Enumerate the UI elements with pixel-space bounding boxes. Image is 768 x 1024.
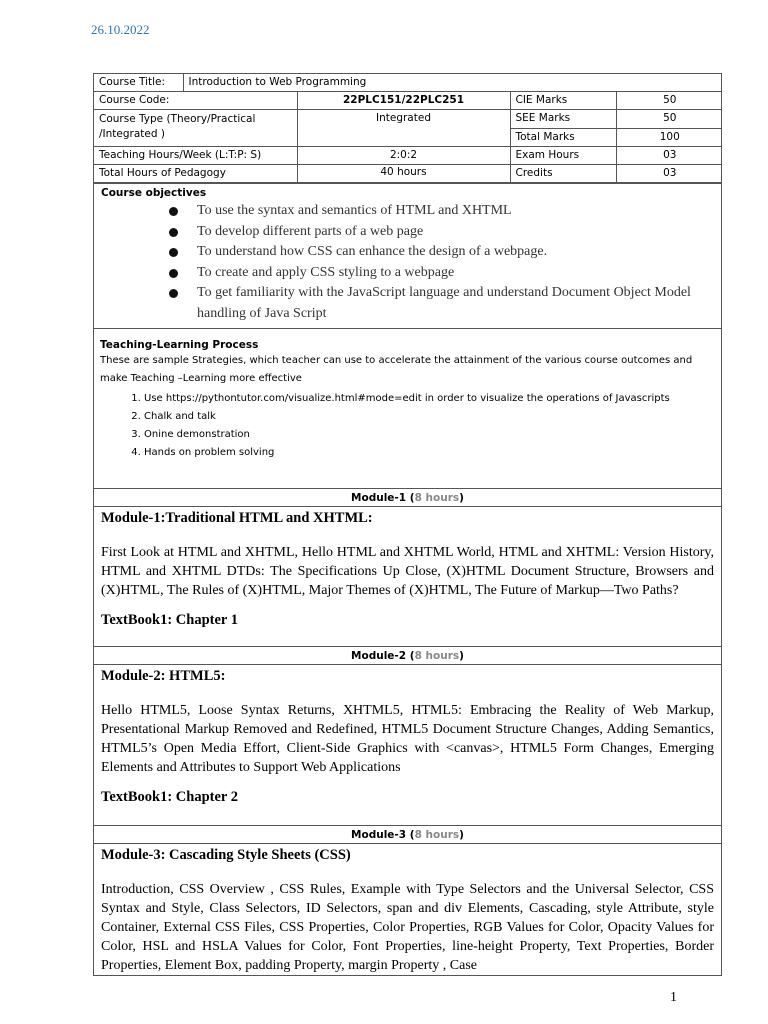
page-number: 1 [670, 990, 677, 1005]
pedagogy-label: Total Hours of Pedagogy [94, 165, 297, 183]
marks-label: Exam Hours [510, 147, 616, 165]
objective-item: To use the syntax and semantics of HTML and XHTML [169, 201, 714, 222]
tlp-item: 2. Chalk and talk [144, 408, 715, 426]
objective-item: To get familiarity with the JavaScript language and understand Document Object Model handling of Java Script [169, 283, 714, 324]
module-hours: 8 hours [414, 650, 460, 662]
module-1-body [94, 506, 721, 646]
course-type-value: Integrated [297, 110, 510, 147]
course-code-value: 22PLC151/22PLC251 [297, 92, 510, 110]
module-title: Module-1:Traditional HTML and XHTML: [101, 510, 373, 526]
teaching-hours-label: Teaching Hours/Week (L:T:P: S) [94, 147, 297, 165]
document-date: 26.10.2022 [91, 22, 150, 37]
marks-value: 100 [616, 128, 722, 147]
course-info-table [94, 74, 722, 183]
tlp-item: 3. Onine demonstration [144, 426, 715, 444]
teaching-hours-row [94, 147, 722, 165]
teaching-learning-process [94, 328, 721, 488]
module-1-header: Module-1 (8 hours) [94, 488, 721, 506]
objective-item: To develop different parts of a web page [169, 222, 714, 243]
module-hours: 8 hours [414, 829, 460, 841]
objectives-list [169, 201, 714, 324]
course-title-row [94, 74, 722, 92]
module-title: Module-2: HTML5: [101, 668, 226, 684]
course-code-row [94, 92, 722, 110]
pedagogy-value: 40 hours [297, 165, 510, 183]
module-heading: Module-3 [351, 829, 407, 841]
objectives-title: Course objectives [101, 187, 207, 199]
objective-item: To create and apply CSS styling to a webpage [169, 263, 714, 284]
module-title: Module-3: Cascading Style Sheets (CSS) [101, 847, 351, 863]
course-title-value: Introduction to Web Programming [183, 74, 722, 92]
marks-value: 50 [616, 110, 722, 129]
module-content: First Look at HTML and XHTML, Hello HTML and XHTML World, HTML and XHTML: Version History, HTML and XHTML DTDs: The Specifications Up Close, (X)HTML Document Structure, Browsers and (X)HTML, The Rules of (X)HTML, Major Themes of (X)HTML, The Future of Markup—Two Paths? [101, 545, 714, 598]
course-type-label: Course Type (Theory/Practical /Integrated ) [94, 110, 297, 147]
course-code-label: Course Code: [94, 92, 297, 110]
marks-value: 03 [616, 165, 722, 183]
module-3-body [94, 843, 721, 976]
module-heading: Module-1 [351, 492, 407, 504]
tlp-description: These are sample Strategies, which teacher can use to accelerate the attainment of the various course outcomes and make Teaching –Learning more effective [100, 355, 693, 384]
marks-label: Credits [510, 165, 616, 183]
marks-label: Total Marks [510, 128, 616, 147]
tlp-item: 1. Use https://pythontutor.com/visualize.html#mode=edit in order to visualize the operations of Javascripts [144, 390, 715, 408]
course-type-row [94, 110, 722, 129]
syllabus-sheet [93, 73, 722, 976]
pedagogy-row [94, 165, 722, 183]
module-2-header: Module-2 (8 hours) [94, 646, 721, 664]
module-textbook-ref: TextBook1: Chapter 2 [101, 789, 238, 805]
marks-label: SEE Marks [510, 110, 616, 129]
module-content: Introduction, CSS Overview , CSS Rules, Example with Type Selectors and the Universal Selector, CSS Syntax and Style, Class Selectors, ID Selectors, span and div Elements, Cascading, style Attribute, style Container, External CSS Files, CSS Properties, Color Properties, RGB Values for Color, Opacity Values for Color, HSL and HSLA Values for Color, Font Properties, line-height Property, Text Properties, Border Properties, Element Box, padding Property, margin Property , Case [101, 882, 714, 973]
marks-label: CIE Marks [510, 92, 616, 110]
course-title-label: Course Title: [94, 74, 183, 92]
tlp-list [100, 390, 715, 462]
marks-value: 03 [616, 147, 722, 165]
teaching-hours-value: 2:0:2 [297, 147, 510, 165]
course-objectives [94, 183, 721, 328]
module-hours: 8 hours [414, 492, 460, 504]
module-2-body [94, 664, 721, 825]
module-content: Hello HTML5, Loose Syntax Returns, XHTML5, HTML5: Embracing the Reality of Web Markup, Presentational Markup Removed and Redefined, HTML5 Document Structure Changes, Adding Semantics, HTML5’s Open Media Effort, Client-Side Graphics with <canvas>, HTML5 Form Changes, Emerging Elements and Attributes to Support Web Applications [101, 703, 714, 775]
objective-item: To understand how CSS can enhance the design of a webpage. [169, 242, 714, 263]
tlp-title: Teaching-Learning Process [100, 339, 259, 351]
module-heading: Module-2 [351, 650, 407, 662]
marks-value: 50 [616, 92, 722, 110]
tlp-item: 4. Hands on problem solving [144, 444, 715, 462]
module-3-header: Module-3 (8 hours) [94, 825, 721, 843]
module-textbook-ref: TextBook1: Chapter 1 [101, 612, 238, 628]
